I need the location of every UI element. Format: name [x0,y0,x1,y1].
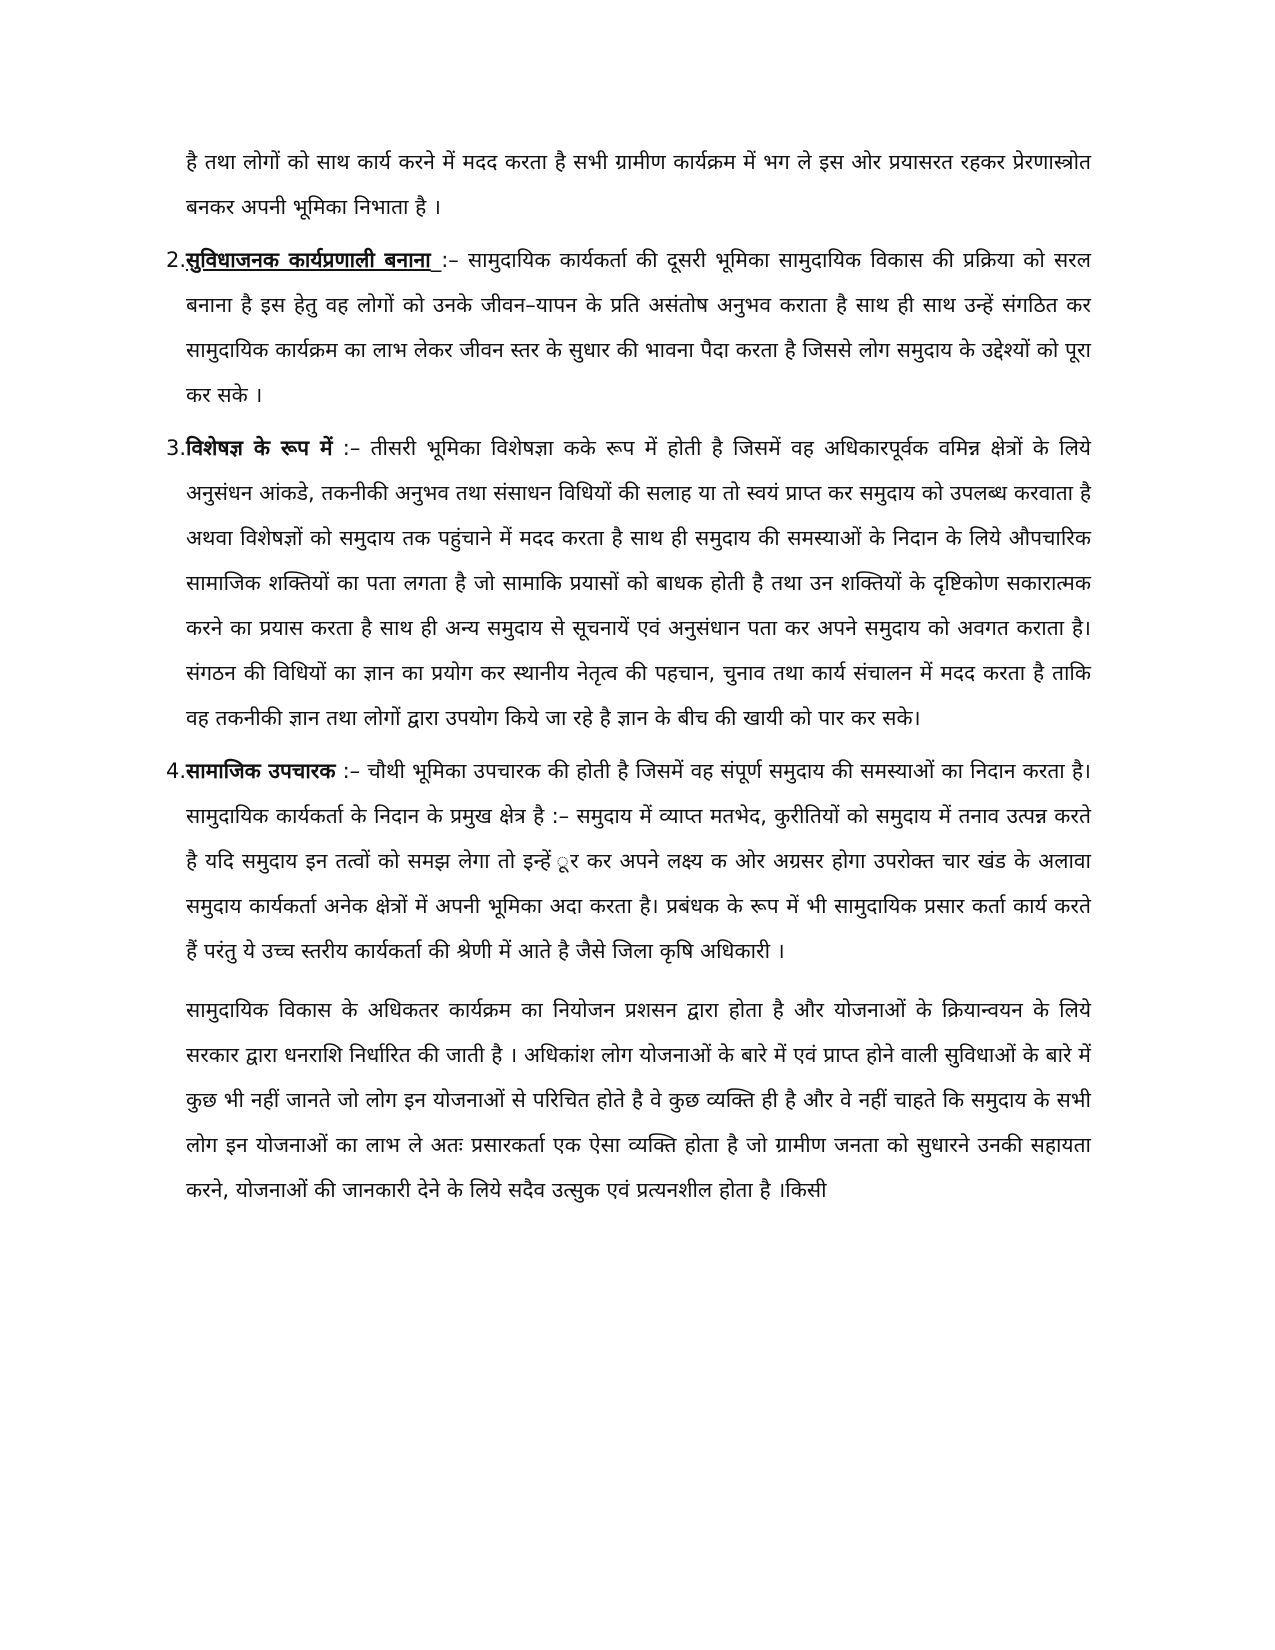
list-item-2 [166,238,1091,418]
list-text: सामुदायिक कार्यकर्ता की दूसरी भूमिका सामुदायिक विकास की प्रक्रिया को सरल बनाना है इस हेतु वह लोगों को उनके जीवन–यापन के प्रति असंतोष अनुभव कराता है साथ ही साथ उन्हें संगठित कर सामुदायिक कार्यक्रम का लाभ लेकर जीवन स्तर के सुधार की भावना पैदा करता है जिससे लोग समुदाय के उद्देश्यों को पूरा कर सके । [186,248,1091,407]
list-term: सामाजिक उपचारक [186,759,336,783]
intro-paragraph: है तथा लोगों को साथ कार्य करने में मदद करता है सभी ग्रामीण कार्यक्रम में भग ले इस ओर प्रयासरत रहकर प्रेरणास्त्रोत बनकर अपनी भूमिका निभाता है । [186,150,1091,219]
list-number: 3. [166,436,187,460]
list-item-4 [166,749,1091,974]
list-number: 2. [166,248,187,272]
list-separator: _:– [430,248,459,272]
list-term: विशेषज्ञ के रूप में [186,436,333,460]
list-number: 4. [166,759,187,783]
list-text: तीसरी भूमिका विशेषज्ञा कके रूप में होती है जिसमें वह अधिकारपूर्वक वमिन्न क्षेत्रों के लिये अनुसंधन आंकडे, तकनीकी अनुभव तथा संसाधन विधियों की सलाह या तो स्वयं प्राप्त कर समुदाय को उपलब्ध करवाता है अथवा विशेषज्ञों को समुदाय तक पहुंचाने में मदद करता है साथ ही समुदाय की समस्याओं के निदान के लिये औपचारिक सामाजिक शक्तियों का पता लगता है जो सामाकि प्रयासों को बाधक होती है तथा उन शक्तियों के दृष्टिकोण सकारात्मक करने का प्रयास करता है साथ ही अन्य समुदाय से सूचनायें एवं अनुसंधान पता कर अपने समुदाय को अवगत कराता है। संगठन की विधियों का ज्ञान का प्रयोग कर स्थानीय नेतृत्व की पहचान, चुनाव तथा कार्य संचालन में मदद करता है ताकि वह तकनीकी ज्ञान तथा लोगों द्वारा उपयोग किये जा रहे है ज्ञान के बीच की खायी को पार कर सके। [186,436,1091,730]
closing-paragraph: सामुदायिक विकास के अधिकतर कार्यक्रम का नियोजन प्रशसन द्वारा होता है और योजनाओं के क्रियान्वयन के लिये सरकार द्वारा धनराशि निर्धारित की जाती है । अधिकांश लोग योजनाओं के बारे में एवं प्राप्त होने वाली सुविधाओं के बारे में कुछ भी नहीं जानते जो लोग इन योजनाओं से परिचित होते है वे कुछ व्यक्ति ही है और वे नहीं चाहते कि समुदाय के सभी लोग इन योजनाओं का लाभ ले अतः प्रसारकर्ता एक ऐसा व्यक्ति होता है जो ग्रामीण जनता को सुधारने उनकी सहायता करने, योजनाओं की जानकारी देने के लिये सदैव उत्सुक एवं प्रत्यनशील होता है ।किसी [186,998,1091,1202]
list-term: सुविधाजनक कार्यप्रणाली बनाना [186,248,431,272]
list-text: चौथी भूमिका उपचारक की होती है जिसमें वह संपूर्ण समुदाय की समस्याओं का निदान करता है। सामुदायिक कार्यकर्ता के निदान के प्रमुख क्षेत्र है :– समुदाय में व्याप्त मतभेद, कुरीतियों को समुदाय में तनाव उत्पन्न करते है यदि समुदाय इन तत्वों को समझ लेगा तो इन्हें ूर कर अपने लक्ष्य क ओर अग्रसर होगा उपरोक्त चार खंड के अलावा समुदाय कार्यकर्ता अनेक क्षेत्रों में अपनी भूमिका अदा करता है। प्रबंधक के रूप में भी सामुदायिक प्रसार कर्ता कार्य करते हैं परंतु ये उच्च स्तरीय कार्यकर्ता की श्रेणी में आते है जैसे जिला कृषि अधिकारी । [186,759,1091,963]
list-item-3 [166,426,1091,741]
list-separator: :– [335,759,361,783]
list-separator: :– [332,436,361,460]
document-body [166,140,1091,1213]
